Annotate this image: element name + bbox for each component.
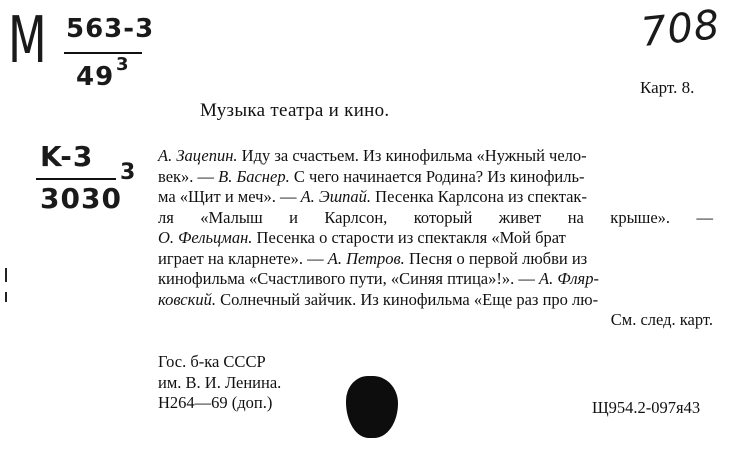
handwritten-top-superscript: 3	[116, 54, 130, 75]
classification-code: Щ954.2-097я43	[592, 398, 701, 417]
text-line	[158, 249, 713, 270]
entry-text: Песня о первой любви из	[404, 248, 588, 268]
continued-note: См. след. карт.	[610, 310, 713, 329]
library-line: им. В. И. Ленина.	[158, 372, 282, 392]
section-heading: Музыка театра и кино.	[200, 100, 390, 121]
margin-mark	[5, 292, 7, 302]
handwritten-mid-numerator: K-3	[40, 140, 94, 173]
text-line	[158, 167, 713, 188]
handwritten-top-numerator: 563-3	[66, 14, 155, 44]
fraction-line-mid	[36, 178, 116, 180]
text-line	[158, 146, 713, 167]
author: О. Фельцман.	[158, 228, 253, 247]
library-line: Н264—69 (доп.)	[158, 393, 273, 412]
text-line	[158, 228, 713, 249]
text-line	[158, 208, 713, 229]
library-imprint	[158, 352, 281, 414]
author: А. Фляр-	[538, 269, 599, 288]
entry-text: век». —	[158, 166, 219, 186]
author: А. Эшпай.	[300, 187, 372, 206]
entry-text: ля «Малыш и Карлсон, который живет на крыше». —	[158, 207, 713, 227]
entry-text: Песенка Карлсона из спектак-	[371, 187, 587, 206]
handwritten-mid-denominator: 3030	[40, 182, 122, 215]
fraction-line-top	[64, 52, 142, 54]
punch-hole	[346, 376, 398, 438]
entry-text: Солнечный зайчик. Из кинофильма «Еще раз про лю-	[215, 289, 599, 309]
text-line	[158, 290, 713, 311]
library-line: Гос. б-ка СССР	[158, 352, 266, 371]
handwritten-mid-superscript: 3	[120, 160, 137, 185]
entry-text: кинофильма «Счастливого пути, «Синяя птица»!». —	[158, 269, 539, 288]
author: А. Зацепин.	[158, 146, 238, 165]
author: В. Баснер.	[218, 166, 290, 186]
handwritten-card-number: 708	[638, 1, 723, 57]
author: ковский.	[158, 289, 216, 309]
text-line	[158, 269, 713, 290]
handwritten-letter: M	[8, 4, 48, 78]
handwritten-top-denominator: 49	[76, 62, 115, 92]
text-line	[158, 187, 713, 208]
author: А. Петров.	[327, 248, 405, 268]
entry-text: играет на кларнете». —	[158, 248, 328, 268]
card-number-label: Карт. 8.	[640, 78, 695, 97]
margin-mark	[5, 268, 7, 282]
entry-text: Песенка о старости из спектакля «Мой брат	[252, 228, 566, 247]
entry-text: Иду за счастьем. Из кинофильма «Нужный чело-	[237, 146, 587, 165]
entries-text	[158, 146, 713, 331]
entry-text: С чего начинается Родина? Из кинофиль-	[289, 166, 585, 186]
entry-text: ма «Щит и меч». —	[158, 187, 301, 206]
